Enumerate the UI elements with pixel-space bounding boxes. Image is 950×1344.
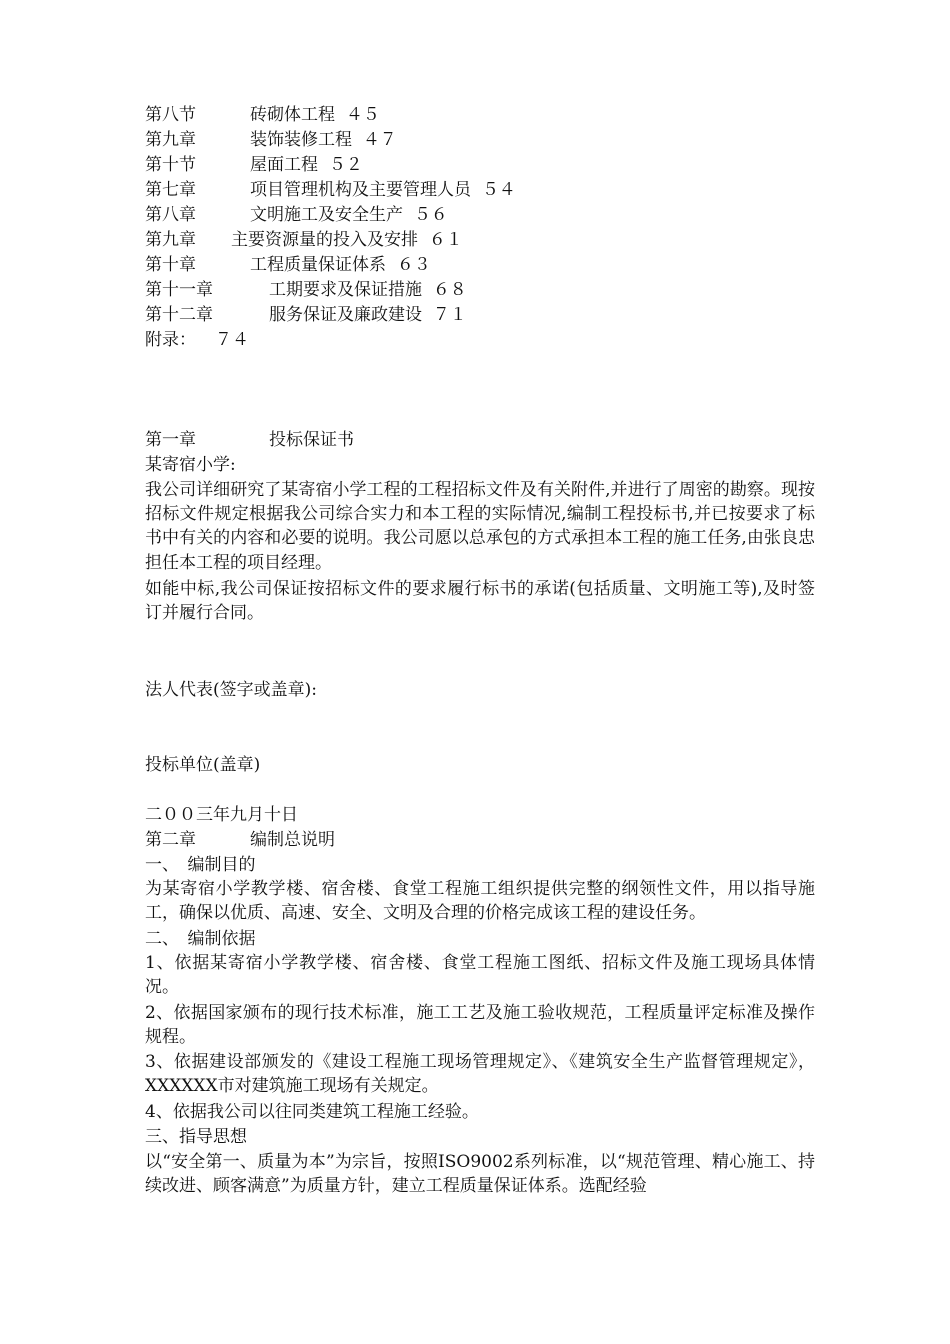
section-heading: 一、 编制目的 (145, 855, 256, 875)
toc-label: 第十章 (145, 255, 196, 275)
toc-label: 第八章 (145, 205, 196, 225)
toc-entry (145, 328, 249, 352)
toc-title: 工期要求及保证措施 ６８ (269, 280, 467, 300)
chapter-heading (145, 428, 354, 452)
toc-title: 工程质量保证体系 ６３ (250, 255, 431, 275)
list-item: 1、依据某寄宿小学教学楼、宿舍楼、食堂工程施工图纸、招标文件及施工现场具体情况。 (145, 953, 815, 998)
toc-title: 服务保证及廉政建设 ７１ (269, 305, 467, 325)
chapter-label: 第一章 (145, 430, 196, 450)
toc-title: 文明施工及安全生产 ５６ (250, 205, 448, 225)
toc-page: ４７ (362, 130, 397, 150)
toc-entry (145, 303, 467, 327)
toc-page: ７４ (215, 330, 249, 350)
toc-label: 第八节 (145, 105, 196, 125)
toc-label: 第十一章 (145, 280, 213, 300)
toc-entry (145, 253, 431, 277)
paragraph: 如能中标,我公司保证按招标文件的要求履行标书的承诺(包括质量、文明施工等),及时签订并履行合同。 (145, 579, 815, 624)
chapter-label: 第二章 (145, 830, 196, 850)
paragraph: 以“安全第一、质量为本”为宗旨，按照ISO9002系列标准，以“规范管理、精心施工、持续改进、顾客满意”为质量方针，建立工程质量保证体系。选配经验 (145, 1152, 815, 1197)
toc-title: 砖砌体工程 ４５ (250, 105, 380, 125)
paragraph: 我公司详细研究了某寄宿小学工程的工程招标文件及有关附件,并进行了周密的勘察。现按招标文件规定根据我公司综合实力和本工程的实际情况,编制工程投标书,并已按要求了标书中有关的内容和必要的说明。我公司愿以总承包的方式承担本工程的施工任务,由张良忠担任本工程的项目经理。 (145, 480, 815, 573)
toc-entry (145, 228, 463, 252)
toc-page: ７１ (432, 305, 467, 325)
addressee: 某寄宿小学: (145, 455, 236, 475)
toc-entry (145, 178, 516, 202)
chapter-title: 编制总说明 (250, 830, 335, 850)
toc-label: 第七章 (145, 180, 196, 200)
toc-label: 第九章 (145, 130, 196, 150)
toc-page: ６８ (432, 280, 467, 300)
toc-page: ６３ (396, 255, 431, 275)
toc-page: ４５ (345, 105, 380, 125)
legal-representative-line: 法人代表(签字或盖章): (145, 680, 317, 700)
toc-title: 项目管理机构及主要管理人员 ５４ (250, 180, 516, 200)
toc-entry (145, 153, 363, 177)
toc-label: 第十二章 (145, 305, 213, 325)
list-item: 4、依据我公司以往同类建筑工程施工经验。 (145, 1102, 479, 1122)
toc-title: 屋面工程 ５２ (250, 155, 363, 175)
toc-page: ６１ (428, 230, 463, 250)
toc-page: ５２ (328, 155, 363, 175)
section-heading: 三、指导思想 (145, 1127, 247, 1147)
bidder-line: 投标单位(盖章) (145, 755, 261, 775)
toc-entry (145, 103, 380, 127)
chapter-title: 投标保证书 (269, 430, 354, 450)
date-line: 二００三年九月十日 (145, 805, 298, 825)
chapter-heading (145, 828, 335, 852)
toc-page: ５４ (481, 180, 516, 200)
list-item: 2、依据国家颁布的现行技术标准，施工工艺及施工验收规范，工程质量评定标准及操作规程。 (145, 1003, 815, 1048)
toc-page: ５６ (413, 205, 448, 225)
section-heading: 二、 编制依据 (145, 929, 256, 949)
toc-label: 附录： (145, 330, 196, 350)
list-item: 3、依据建设部颁发的《建设工程施工现场管理规定》、《建筑安全生产监督管理规定》，XXXXXX市对建筑施工现场有关规定。 (145, 1052, 815, 1097)
toc-entry (145, 128, 397, 152)
toc-title: 主要资源量的投入及安排 ６１ (231, 230, 463, 250)
toc-title: 装饰装修工程 ４７ (250, 130, 397, 150)
toc-label: 第九章 (145, 230, 196, 250)
toc-entry (145, 203, 448, 227)
toc-label: 第十节 (145, 155, 196, 175)
paragraph: 为某寄宿小学教学楼、宿舍楼、食堂工程施工组织提供完整的纲领性文件，用以指导施工，确保以优质、高速、安全、文明及合理的价格完成该工程的建设任务。 (145, 879, 815, 924)
toc-entry (145, 278, 467, 302)
